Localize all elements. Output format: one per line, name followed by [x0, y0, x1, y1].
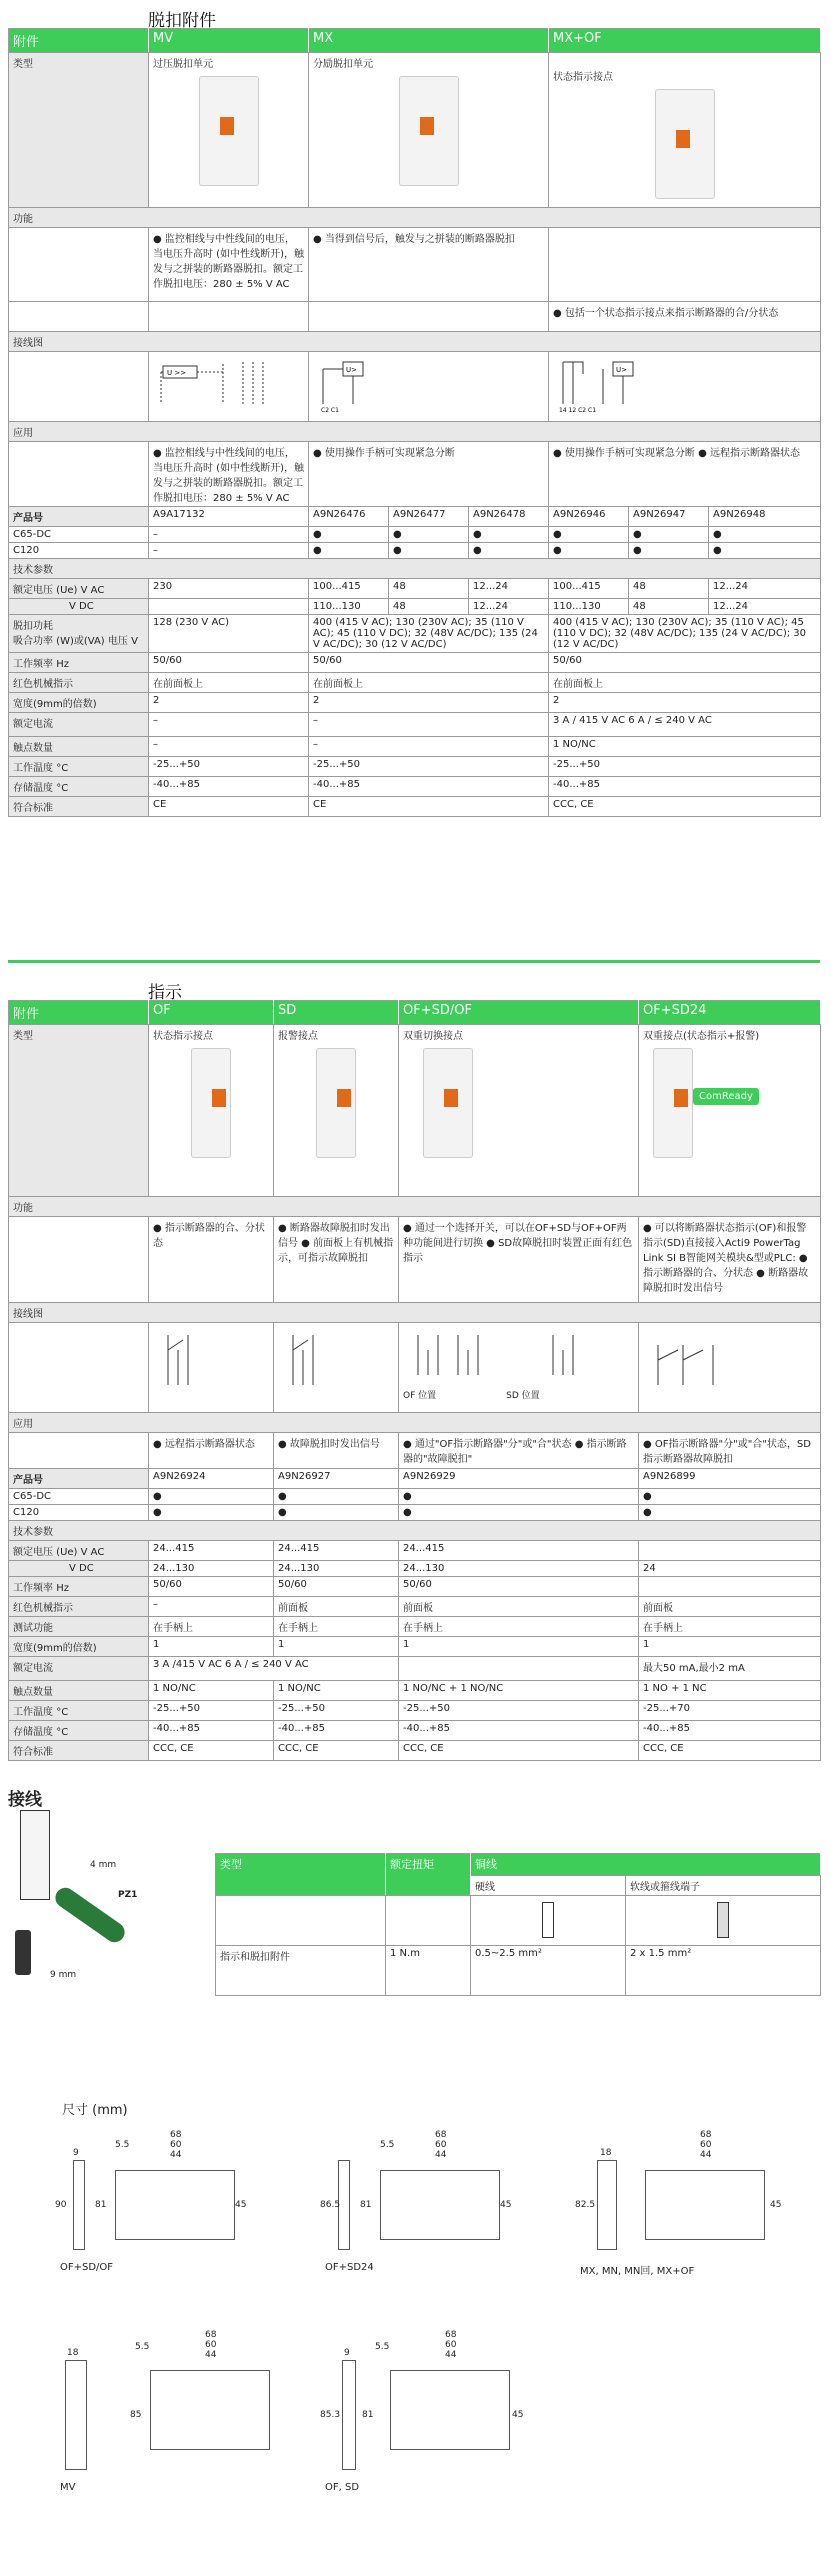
ind-table [8, 1000, 820, 1761]
cell: – [149, 527, 309, 543]
sd-product-image [316, 1048, 356, 1158]
cell: 24...415 [274, 1541, 399, 1561]
dim-label: 9 [344, 2348, 350, 2358]
cell: -40...+85 [149, 777, 309, 797]
cell: ● [629, 543, 709, 559]
cell: ● [469, 543, 549, 559]
cell: ● [309, 527, 389, 543]
mx-product-image [399, 76, 459, 186]
header-mxof: MX+OF [549, 29, 821, 53]
type-mx: 分励脱扣单元 [313, 59, 373, 70]
dim-label: 81 [362, 2410, 374, 2420]
cell: 1 [399, 1637, 639, 1657]
of-wiring-diagram [153, 1325, 253, 1395]
trip-header-row [9, 29, 821, 53]
cell: 1 NO/NC [149, 1681, 274, 1701]
mx-cons: 400 (415 V AC); 130 (230V AC); 35 (110 V AC); 45 (110 V DC); 32 (48V AC/DC); 135 (24 V AC/DC); 30 (12 V AC/DC) [309, 615, 549, 653]
cell: 100...415 [309, 579, 389, 599]
pz1-label: PZ1 [118, 1890, 138, 1900]
product-label: 产品号 [9, 507, 149, 527]
dim-label: 68 [205, 2330, 217, 2340]
cell: 110...130 [549, 599, 629, 615]
mv-vac: 230 [149, 579, 309, 599]
type-sd24: 双重接点(状态指示+报警) [643, 1031, 760, 1042]
dim-label: 18 [600, 2148, 612, 2158]
cell: -25...+50 [309, 757, 549, 777]
ferrule-icon [717, 1902, 729, 1938]
cell: 前面板 [639, 1597, 821, 1617]
cell: -25...+50 [274, 1701, 399, 1721]
func-ofsd: ● 通过一个选择开关，可以在OF+SD与OF+OF两种功能间进行切换 ● SD故障脱扣时装置正面有红色指示 [399, 1217, 639, 1303]
contact-label: 触点数量 [9, 737, 149, 757]
cell: ● [399, 1489, 639, 1505]
cell: CCC, CE [274, 1741, 399, 1761]
dim-label: 60 [445, 2340, 457, 2350]
dims-title: 尺寸 (mm) [62, 2103, 128, 2118]
cell: -40...+85 [549, 777, 821, 797]
cell: 2 [549, 693, 821, 713]
drawing-caption-ofsdof: OF+SD/OF [60, 2262, 114, 2273]
cell: 12...24 [709, 599, 821, 615]
product-code: A9N26929 [399, 1469, 639, 1489]
deg-unit: °C [56, 1727, 69, 1738]
product-code: A9A17132 [149, 507, 309, 527]
product-code: A9N26946 [549, 507, 629, 527]
cell: ● [389, 543, 469, 559]
func-label: 功能 [9, 1197, 821, 1217]
header-accessory: 附件 [9, 29, 149, 53]
ind-cur24: 最大50 mA,最小2 mA [639, 1657, 821, 1681]
product-code: A9N26477 [389, 507, 469, 527]
std-label: 符合标准 [9, 1741, 149, 1761]
rigid-wire-icon [542, 1902, 554, 1938]
cell: 1 NO/NC [274, 1681, 399, 1701]
drawing-caption-mv: MV [60, 2482, 76, 2493]
cell: 在前面板上 [549, 673, 821, 693]
cell: ● [399, 1505, 639, 1521]
product-code: A9N26476 [309, 507, 389, 527]
cell: 前面板 [274, 1597, 399, 1617]
app-sd24: ● OF指示断路器"分"或"合"状态，SD指示断路器故障脱扣 [639, 1433, 821, 1469]
cell: – [309, 713, 549, 737]
dim-label: 68 [445, 2330, 457, 2340]
header-accessory: 附件 [9, 1001, 149, 1025]
cell: -25...+50 [149, 757, 309, 777]
cell: ● [549, 527, 629, 543]
dim-drawing-ofsdof [55, 2130, 245, 2280]
cell: -25...+50 [399, 1701, 639, 1721]
dim-label: 85 [130, 2410, 142, 2420]
dim-label: 82.5 [575, 2200, 596, 2210]
h-torque: 额定扭矩 [386, 1854, 471, 1896]
cell: 在手柄上 [399, 1617, 639, 1637]
ind-cur: 3 A /415 V AC 6 A / ≤ 240 V AC [149, 1657, 399, 1681]
product-code: A9N26924 [149, 1469, 274, 1489]
ind-header-row [9, 1001, 821, 1025]
svg-text:14 12 C2 C1: 14 12 C2 C1 [559, 407, 597, 414]
dim-label: 44 [205, 2350, 217, 2360]
c65-label: C65-DC [9, 1489, 149, 1505]
cell: CE [309, 797, 549, 817]
type-sd: 报警接点 [278, 1031, 318, 1042]
freq-label: 工作频率 [13, 1583, 53, 1594]
dim-label: 5.5 [135, 2342, 150, 2352]
cell: – [149, 737, 309, 757]
type-ofsd: 双重切换接点 [403, 1031, 463, 1042]
cell: 1 [639, 1637, 821, 1657]
cell: – [149, 543, 309, 559]
dim-label: 18 [67, 2348, 79, 2358]
hz-unit: Hz [56, 1583, 69, 1594]
dim-label: 5.5 [115, 2140, 130, 2150]
mxof-wiring-diagram [553, 354, 673, 414]
tech-label: 技术参数 [9, 559, 821, 579]
app-sd: ● 故障脱扣时发出信号 [274, 1433, 399, 1469]
temp-label: 工作温度 [13, 1707, 53, 1718]
cell: 24...130 [149, 1561, 274, 1577]
cell: ● [274, 1489, 399, 1505]
trip-table [8, 28, 820, 817]
storage-label: 存储温度 [13, 1727, 53, 1738]
ind-title: 指示 [148, 983, 182, 1003]
dim-drawing-ofsd [320, 2330, 524, 2500]
c65-label: C65-DC [9, 527, 149, 543]
svg-text:U>: U> [616, 366, 628, 374]
dim-label: 81 [360, 2200, 372, 2210]
dim-drawing-mv [55, 2330, 285, 2500]
vdc-unit: V DC [9, 599, 149, 615]
cell: CCC, CE [399, 1741, 639, 1761]
cell: 在手柄上 [274, 1617, 399, 1637]
dim-drawing-mx [575, 2130, 795, 2280]
cell: ● [709, 543, 821, 559]
dim-label: 45 [500, 2200, 512, 2210]
cell: 在手柄上 [149, 1617, 274, 1637]
cell: 50/60 [309, 653, 549, 673]
dim-label: 44 [445, 2350, 457, 2360]
dim-label: 45 [512, 2410, 524, 2420]
cell: 1 NO/NC [549, 737, 821, 757]
cell: ● [149, 1505, 274, 1521]
dim-label: 44 [700, 2150, 712, 2160]
sd24-wiring-diagram [643, 1325, 803, 1395]
cell: ● [639, 1505, 821, 1521]
vac-unit: V AC [80, 585, 105, 596]
deg-unit: °C [56, 763, 69, 774]
func-mx: ● 当得到信号后，触发与之拼装的断路器脱扣 [309, 228, 549, 302]
cell: 50/60 [549, 653, 821, 673]
mv-wiring-diagram [153, 354, 293, 414]
dim-label: 81 [95, 2200, 107, 2210]
cell: 100...415 [549, 579, 629, 599]
mv-product-image [199, 76, 259, 186]
func-sd: ● 断路器故障脱扣时发出信号 ● 前面板上有机械指示，可指示故障脱扣 [274, 1217, 399, 1303]
h-copper: 铜线 [471, 1854, 821, 1876]
dim-label: 44 [170, 2150, 182, 2160]
cell: 2 [309, 693, 549, 713]
temp-label: 工作温度 [13, 763, 53, 774]
svg-text:U >>: U >> [167, 369, 187, 377]
dim-label: 5.5 [375, 2342, 390, 2352]
func-of: ● 指示断路器的合、分状态 [149, 1217, 274, 1303]
dim-label: 45 [770, 2200, 782, 2210]
rated-label: 额定电压 (Ue) [13, 1547, 78, 1558]
product-code: A9N26478 [469, 507, 549, 527]
dim-label: 60 [170, 2140, 182, 2150]
func-sd24: ● 可以将断路器状态指示(OF)和报警指示(SD)直接接入Acti9 PowerTag Link SI B智能网关模块&型或PLC: ● 指示断路器的合、分状态 ● 断路器故障脱扣时发出信号 [639, 1217, 821, 1303]
row-type: 指示和脱扣附件 [216, 1946, 386, 1996]
rated-label: 额定电压 (Ue) [13, 585, 78, 596]
type-label: 类型 [9, 1025, 149, 1197]
sd-position: SD 位置 [506, 1391, 540, 1401]
product-code: A9N26899 [639, 1469, 821, 1489]
width-label: 宽度(9mm的倍数) [9, 693, 149, 713]
mm4-label: 4 mm [90, 1860, 117, 1870]
cell: -40...+85 [149, 1721, 274, 1741]
test-label: 测试功能 [9, 1617, 149, 1637]
c120-label: C120 [9, 1505, 149, 1521]
dim-label: 85.3 [320, 2410, 341, 2420]
dim-label: 44 [435, 2150, 447, 2160]
cell: 2 [149, 693, 309, 713]
cell: CE [149, 797, 309, 817]
cell: 50/60 [149, 653, 309, 673]
cell: -25...+70 [639, 1701, 821, 1721]
mxof-product-image [655, 89, 715, 199]
product-code: A9N26947 [629, 507, 709, 527]
wiring-illustration [10, 1810, 200, 1990]
header-mx: MX [309, 29, 549, 53]
cell: -25...+50 [149, 1701, 274, 1721]
cell: -40...+85 [399, 1721, 639, 1741]
cell: -40...+85 [274, 1721, 399, 1741]
svg-text:C2 C1: C2 C1 [321, 407, 339, 414]
wiring-table [215, 1853, 821, 1996]
dim-label: 68 [435, 2130, 447, 2140]
svg-text:U>: U> [346, 366, 357, 374]
divider [8, 960, 820, 963]
cell: CCC, CE [639, 1741, 821, 1761]
hz-unit: Hz [56, 659, 69, 670]
wiring-label: 接线图 [9, 1303, 821, 1323]
cur-label: 额定电流 [9, 713, 149, 737]
app-mx: ● 使用操作手柄可实现紧急分断 [309, 442, 549, 507]
app-of: ● 远程指示断路器状态 [149, 1433, 274, 1469]
type-mv: 过压脱扣单元 [153, 59, 213, 70]
sd24-product-image [653, 1048, 693, 1158]
std-label: 符合标准 [9, 797, 149, 817]
product-label: 产品号 [9, 1469, 149, 1489]
cur-label: 额定电流 [9, 1657, 149, 1681]
func-mxof: ● 包括一个状态指示接点来指示断路器的合/分状态 [549, 302, 821, 332]
drawing-caption-sd24: OF+SD24 [325, 2262, 374, 2273]
cell: CCC, CE [549, 797, 821, 817]
cell: 48 [389, 579, 469, 599]
width-label: 宽度(9mm的倍数) [9, 1637, 149, 1657]
cell: 24...415 [399, 1541, 639, 1561]
header-of: OF [149, 1001, 274, 1025]
cell: ● [274, 1505, 399, 1521]
header-mv: MV [149, 29, 309, 53]
cell: 在手柄上 [639, 1617, 821, 1637]
dim-label: 5.5 [380, 2140, 395, 2150]
vdc-unit: V DC [9, 1561, 149, 1577]
drawing-caption-mx: MX, MN, MN回, MX+OF [580, 2266, 695, 2277]
cell: 12...24 [469, 579, 549, 599]
type-mxof: 状态指示接点 [553, 72, 614, 83]
cell: 12...24 [469, 599, 549, 615]
row-flex: 2 x 1.5 mm² [626, 1946, 821, 1996]
cell: -40...+85 [309, 777, 549, 797]
func-label: 功能 [9, 208, 821, 228]
comready-badge: ComReady [693, 1088, 759, 1105]
h-flex: 软线或箍线端子 [626, 1876, 821, 1896]
cell: – [149, 713, 309, 737]
cell: 1 NO/NC + 1 NO/NC [399, 1681, 639, 1701]
app-mxof: ● 使用操作手柄可实现紧急分断 ● 远程指示断路器状态 [549, 442, 821, 507]
cell: 50/60 [274, 1577, 399, 1597]
of-product-image [191, 1048, 231, 1158]
dim-label: 68 [700, 2130, 712, 2140]
cons-label: 脱扣功耗 [13, 621, 53, 632]
header-sd: SD [274, 1001, 399, 1025]
deg-unit: °C [56, 1707, 69, 1718]
sd-wiring-diagram [278, 1325, 378, 1395]
cell: 前面板 [399, 1597, 639, 1617]
dim-label: 9 [73, 2148, 79, 2158]
cell: 在前面板上 [149, 673, 309, 693]
cell: ● [309, 543, 389, 559]
ofsd-product-image [423, 1048, 473, 1158]
mv-cons: 128 (230 V AC) [149, 615, 309, 653]
wiring-title: 接线 [8, 1790, 42, 1810]
mm9-label: 9 mm [50, 1970, 77, 1980]
app-mv: ● 监控相线与中性线间的电压，当电压升高时 (如中性线断开)，触发与之拼装的断路器脱扣。额定工作脱扣电压：280 ± 5% V AC [149, 442, 309, 507]
cell: 1 [274, 1637, 399, 1657]
storage-label: 存储温度 [13, 783, 53, 794]
dim-label: 60 [205, 2340, 217, 2350]
cons-sub: 吸合功率 (W)或(VA) 电压 V [13, 636, 138, 647]
dim-drawing-sd24 [320, 2130, 510, 2280]
cell: 50/60 [399, 1577, 639, 1597]
deg-unit: °C [56, 783, 69, 794]
cell: 110...130 [309, 599, 389, 615]
wiring-label: 接线图 [9, 332, 821, 352]
row-rigid: 0.5~2.5 mm² [471, 1946, 626, 1996]
dim-label: 60 [435, 2140, 447, 2150]
c120-label: C120 [9, 543, 149, 559]
cell: 1 NO + 1 NC [639, 1681, 821, 1701]
mx-wiring-diagram [313, 354, 433, 414]
cell: CCC, CE [149, 1741, 274, 1761]
cell: – [309, 737, 549, 757]
cell: 50/60 [149, 1577, 274, 1597]
func-mv: ● 监控相线与中性线间的电压，当电压升高时 (如中性线断开)，触发与之拼装的断路器脱扣。额定工作脱扣电压：280 ± 5% V AC [149, 228, 309, 302]
cell: 1 [149, 1637, 274, 1657]
cell: ● [549, 543, 629, 559]
header-sd24: OF+SD24 [639, 1001, 821, 1025]
app-label: 应用 [9, 422, 821, 442]
dim-label: 60 [700, 2140, 712, 2150]
drawing-caption-ofsd: OF, SD [325, 2482, 360, 2493]
cell: 24 [639, 1561, 821, 1577]
cell: 48 [629, 579, 709, 599]
h-rigid: 硬线 [471, 1876, 626, 1896]
dim-label: 68 [170, 2130, 182, 2140]
ofsd-wiring-diagram [403, 1325, 633, 1385]
tech-label: 技术参数 [9, 1521, 821, 1541]
cell: -25...+50 [549, 757, 821, 777]
cell: – [149, 1597, 274, 1617]
of-position: OF 位置 [403, 1391, 437, 1401]
cell: ● [149, 1489, 274, 1505]
cell: 在前面板上 [309, 673, 549, 693]
cell: ● [629, 527, 709, 543]
cell: 24...130 [399, 1561, 639, 1577]
red-label: 红色机械指示 [9, 1597, 149, 1617]
cell: 48 [389, 599, 469, 615]
cell: 12...24 [709, 579, 821, 599]
dim-label: 90 [55, 2200, 67, 2210]
dim-label: 86.5 [320, 2200, 341, 2210]
contact-label: 触点数量 [9, 1681, 149, 1701]
cell: 48 [629, 599, 709, 615]
header-ofsd: OF+SD/OF [399, 1001, 639, 1025]
red-label: 红色机械指示 [9, 673, 149, 693]
freq-label: 工作频率 [13, 659, 53, 670]
cell: 24...130 [274, 1561, 399, 1577]
cell: ● [709, 527, 821, 543]
cell: ● [639, 1489, 821, 1505]
mxof-cons: 400 (415 V AC); 130 (230V AC); 35 (110 V AC); 45 (110 V DC); 32 (48V AC/DC); 135 (24 V AC/DC); 30 (12 V AC/DC) [549, 615, 821, 653]
product-code: A9N26927 [274, 1469, 399, 1489]
cell: ● [389, 527, 469, 543]
app-label: 应用 [9, 1413, 821, 1433]
trip-title: 脱扣附件 [148, 11, 216, 31]
cell: -40...+85 [639, 1721, 821, 1741]
type-label: 类型 [9, 53, 149, 208]
cell: ● [469, 527, 549, 543]
type-of: 状态指示接点 [153, 1031, 213, 1042]
mxof-cur: 3 A / 415 V AC 6 A / ≤ 240 V AC [549, 713, 821, 737]
row-torque: 1 N.m [386, 1946, 471, 1996]
dim-label: 45 [235, 2200, 247, 2210]
h-type: 类型 [216, 1854, 386, 1896]
product-code: A9N26948 [709, 507, 821, 527]
app-ofsd: ● 通过"OF指示断路器"分"或"合"状态 ● 指示断路器的"故障脱扣" [399, 1433, 639, 1469]
vac-unit: V AC [80, 1547, 105, 1558]
cell: 24...415 [149, 1541, 274, 1561]
